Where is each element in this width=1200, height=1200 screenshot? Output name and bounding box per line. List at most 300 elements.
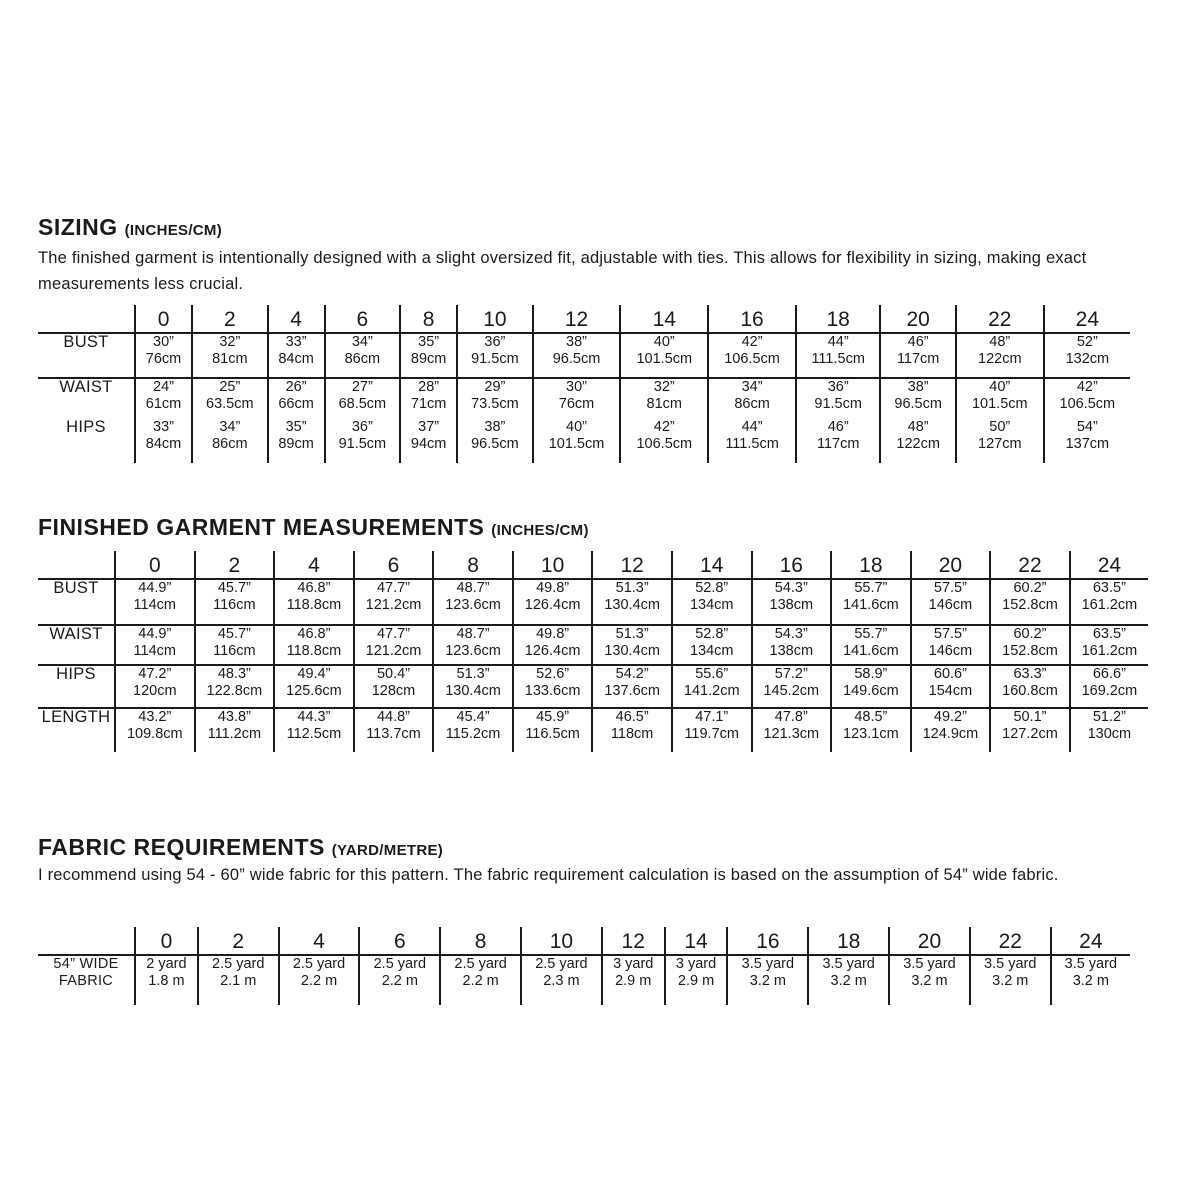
fabric-unit: (YARD/METRE) <box>331 842 444 859</box>
finished-cell-metric: 169.2cm <box>1081 683 1138 699</box>
sizing-cell-imperial: 48” <box>989 334 1011 350</box>
finished-cell-imperial: 52.8” <box>695 626 729 642</box>
finished-cell <box>672 579 752 625</box>
sizing-row-waist <box>38 378 1130 419</box>
sizing-cell <box>956 378 1044 419</box>
sizing-size-header: 10 <box>457 305 532 333</box>
finished-cell <box>592 625 672 665</box>
sizing-cell-metric: 66cm <box>278 396 314 412</box>
sizing-cell-metric: 122cm <box>978 351 1022 367</box>
finished-cell-imperial: 49.8” <box>536 580 570 596</box>
sizing-cell-metric: 117cm <box>896 351 940 367</box>
finished-cell <box>592 665 672 708</box>
sizing-size-header: 6 <box>325 305 400 333</box>
finished-cell-imperial: 49.8” <box>536 626 570 642</box>
finished-cell-imperial: 43.8” <box>217 709 251 725</box>
sizing-cell-imperial: 32” <box>653 379 675 395</box>
finished-cell <box>274 665 354 708</box>
finished-cell-metric: 125.6cm <box>286 683 342 699</box>
sizing-cell-imperial: 36” <box>351 419 373 435</box>
finished-cell-metric: 137.6cm <box>604 683 660 699</box>
finished-cell-metric: 161.2cm <box>1081 597 1138 613</box>
finished-cell-imperial: 51.3” <box>615 580 649 596</box>
finished-cell-metric: 146cm <box>928 597 973 613</box>
finished-cell <box>433 625 513 665</box>
finished-size-header: 22 <box>990 551 1070 579</box>
finished-cell-imperial: 63.3” <box>1013 666 1047 682</box>
sizing-cell <box>135 378 192 419</box>
finished-cell-imperial: 44.3” <box>297 709 331 725</box>
fabric-cell-metric: 3.2 m <box>1072 973 1109 989</box>
fabric-size-header: 20 <box>889 927 970 955</box>
sizing-header-row <box>38 305 1130 333</box>
finished-row-label: HIPS <box>38 665 115 708</box>
finished-cell-metric: 118cm <box>610 726 654 742</box>
sizing-size-header: 12 <box>533 305 621 333</box>
finished-cell <box>195 625 275 665</box>
fabric-cell <box>359 955 440 1005</box>
sizing-cell-metric: 101.5cm <box>548 436 605 452</box>
finished-cell <box>115 665 195 708</box>
finished-cell <box>354 665 434 708</box>
sizing-cell-metric: 96.5cm <box>471 436 519 452</box>
sizing-cell-imperial: 36” <box>827 379 849 395</box>
fabric-cell-metric: 3.2 m <box>911 973 948 989</box>
sizing-cell-metric: 106.5cm <box>636 436 693 452</box>
fabric-table <box>38 927 1130 1005</box>
sizing-cell-imperial: 42” <box>741 334 763 350</box>
fabric-cell <box>521 955 602 1005</box>
fabric-cell-imperial: 2.5 yard <box>454 956 507 972</box>
finished-cell-imperial: 57.5” <box>933 580 967 596</box>
finished-size-header: 12 <box>592 551 672 579</box>
sizing-cell <box>135 333 192 378</box>
sizing-cell-imperial: 32” <box>219 334 241 350</box>
finished-row-bust <box>38 579 1148 625</box>
finished-cell-metric: 121.3cm <box>763 726 820 742</box>
sizing-size-header: 4 <box>268 305 325 333</box>
sizing-cell <box>533 419 621 463</box>
finished-cell-imperial: 45.7” <box>217 580 251 596</box>
sizing-cell-imperial: 33” <box>153 419 175 435</box>
finished-cell <box>195 579 275 625</box>
finished-cell-metric: 149.6cm <box>843 683 899 699</box>
finished-cell <box>115 708 195 752</box>
sizing-cell <box>325 378 400 419</box>
finished-cell-imperial: 48.5” <box>854 709 888 725</box>
sizing-cell <box>796 333 880 378</box>
finished-row-label: BUST <box>38 579 115 625</box>
sizing-cell <box>880 333 955 378</box>
fabric-cell-imperial: 3.5 yard <box>903 956 956 972</box>
sizing-cell-metric: 94cm <box>410 436 447 452</box>
sizing-cell-imperial: 52” <box>1076 334 1098 350</box>
sizing-cell-metric: 61cm <box>145 396 182 412</box>
sizing-cell-metric: 111.5cm <box>725 436 779 452</box>
fabric-row-label-line2: FABRIC <box>58 973 114 989</box>
fabric-cell <box>135 955 198 1005</box>
finished-size-header: 0 <box>115 551 195 579</box>
sizing-cell <box>400 333 457 378</box>
finished-cell-metric: 123.1cm <box>843 726 899 742</box>
fabric-corner <box>38 927 135 955</box>
finished-cell-imperial: 55.7” <box>854 626 888 642</box>
finished-cell-imperial: 52.8” <box>695 580 729 596</box>
finished-row-label: WAIST <box>38 625 115 665</box>
finished-cell <box>354 579 434 625</box>
finished-cell <box>831 665 911 708</box>
finished-cell-imperial: 45.9” <box>536 709 570 725</box>
finished-cell-metric: 115.2cm <box>445 726 501 742</box>
fabric-cell-metric: 2.3 m <box>543 973 580 989</box>
finished-cell <box>990 625 1070 665</box>
finished-cell-imperial: 51.3” <box>456 666 490 682</box>
finished-cell-imperial: 60.2” <box>1013 580 1047 596</box>
finished-cell-imperial: 47.7” <box>376 626 410 642</box>
fabric-size-header: 14 <box>665 927 728 955</box>
finished-cell <box>195 665 275 708</box>
finished-cell-imperial: 54.2” <box>615 666 649 682</box>
finished-cell-imperial: 48.3” <box>217 666 251 682</box>
sizing-cell-metric: 127cm <box>978 436 1022 452</box>
sizing-cell-imperial: 30” <box>153 334 175 350</box>
finished-cell-metric: 122.8cm <box>206 683 263 699</box>
sizing-cell-imperial: 34” <box>219 419 241 435</box>
sizing-cell-metric: 96.5cm <box>552 351 601 367</box>
sizing-cell <box>457 378 532 419</box>
fabric-cell-metric: 1.8 m <box>148 973 185 989</box>
sizing-cell-metric: 137cm <box>1065 436 1110 452</box>
finished-section <box>38 513 1168 545</box>
sizing-cell <box>192 419 267 463</box>
finished-size-header: 2 <box>195 551 275 579</box>
finished-cell <box>990 708 1070 752</box>
finished-cell-metric: 119.7cm <box>684 726 739 742</box>
sizing-cell <box>400 378 457 419</box>
fabric-cell <box>808 955 889 1005</box>
sizing-cell <box>796 378 880 419</box>
sizing-cell-imperial: 37” <box>418 419 440 435</box>
sizing-cell-imperial: 30” <box>566 379 587 395</box>
fabric-cell-metric: 2.9 m <box>677 973 715 989</box>
finished-cell-metric: 118.8cm <box>286 597 342 613</box>
sizing-cell-imperial: 38” <box>484 419 506 435</box>
fabric-cell <box>970 955 1051 1005</box>
sizing-cell-metric: 132cm <box>1065 351 1110 367</box>
sizing-cell-metric: 111.5cm <box>811 351 865 367</box>
sizing-cell-imperial: 25” <box>219 379 241 395</box>
fabric-size-header: 4 <box>279 927 360 955</box>
finished-cell-imperial: 54.3” <box>774 626 808 642</box>
sizing-cell-metric: 76cm <box>145 351 182 367</box>
sizing-cell <box>708 333 796 378</box>
sizing-cell-imperial: 33” <box>285 334 307 350</box>
finished-cell-metric: 141.6cm <box>843 643 899 659</box>
finished-cell <box>433 665 513 708</box>
sizing-cell-imperial: 54” <box>1076 419 1098 435</box>
sizing-cell-imperial: 44” <box>827 334 849 350</box>
sizing-cell-imperial: 46” <box>827 419 849 435</box>
sizing-size-header: 2 <box>192 305 267 333</box>
finished-cell-metric: 141.2cm <box>683 683 740 699</box>
finished-cell-imperial: 44.9” <box>138 580 172 596</box>
sizing-cell <box>620 333 708 378</box>
finished-cell <box>354 625 434 665</box>
fabric-cell-metric: 3.2 m <box>992 973 1029 989</box>
finished-cell-metric: 130cm <box>1087 726 1132 742</box>
sizing-cell-metric: 86cm <box>734 396 770 412</box>
sizing-section <box>38 213 1168 297</box>
sizing-cell-imperial: 44” <box>741 419 763 435</box>
finished-cell-imperial: 50.1” <box>1013 709 1047 725</box>
sizing-cell-imperial: 35” <box>418 334 440 350</box>
finished-cell-imperial: 54.3” <box>774 580 808 596</box>
sizing-cell-metric: 91.5cm <box>338 436 387 452</box>
sizing-cell-metric: 117cm <box>816 436 860 452</box>
sizing-cell-metric: 122cm <box>896 436 940 452</box>
finished-cell <box>911 625 991 665</box>
sizing-table <box>38 305 1130 463</box>
finished-cell-imperial: 44.8” <box>376 709 410 725</box>
sizing-title: SIZING <box>38 214 118 240</box>
fabric-cell-metric: 2.9 m <box>615 973 652 989</box>
finished-size-header: 6 <box>354 551 434 579</box>
sizing-size-header: 18 <box>796 305 880 333</box>
fabric-row-label <box>38 955 135 1005</box>
finished-corner <box>38 551 115 579</box>
finished-cell <box>1070 625 1148 665</box>
finished-title: FINISHED GARMENT MEASUREMENTS <box>38 514 485 540</box>
sizing-size-header: 14 <box>620 305 708 333</box>
finished-cell-metric: 123.6cm <box>445 643 501 659</box>
finished-cell-imperial: 47.2” <box>138 666 172 682</box>
finished-cell <box>990 665 1070 708</box>
fabric-cell <box>440 955 521 1005</box>
finished-cell <box>1070 665 1148 708</box>
sizing-cell-metric: 81cm <box>646 396 683 412</box>
fabric-cell-imperial: 3.5 yard <box>1064 956 1118 972</box>
finished-size-header: 18 <box>831 551 911 579</box>
sizing-cell-metric: 106.5cm <box>724 351 780 367</box>
sizing-size-header: 20 <box>880 305 955 333</box>
fabric-size-header: 10 <box>521 927 602 955</box>
finished-table <box>38 551 1148 752</box>
finished-cell-metric: 123.6cm <box>445 597 501 613</box>
fabric-cell <box>279 955 360 1005</box>
finished-cell-imperial: 49.2” <box>933 709 967 725</box>
finished-cell <box>274 579 354 625</box>
sizing-cell-imperial: 38” <box>907 379 929 395</box>
finished-row-length <box>38 708 1148 752</box>
finished-row-label: LENGTH <box>41 708 111 726</box>
finished-cell-metric: 114cm <box>133 597 176 613</box>
sizing-cell-metric: 86cm <box>344 351 381 367</box>
finished-cell-metric: 160.8cm <box>1002 683 1058 699</box>
finished-size-header: 8 <box>433 551 513 579</box>
fabric-cell-metric: 3.2 m <box>830 973 867 989</box>
sizing-cell <box>796 419 880 463</box>
finished-cell <box>752 665 832 708</box>
finished-cell-imperial: 44.9” <box>138 626 172 642</box>
finished-header-row <box>38 551 1148 579</box>
finished-cell-imperial: 66.6” <box>1092 666 1126 682</box>
sizing-cell <box>325 333 400 378</box>
finished-cell-metric: 130.4cm <box>604 597 660 613</box>
finished-row-hips <box>38 665 1148 708</box>
sizing-cell <box>620 378 708 419</box>
sizing-cell-metric: 76cm <box>558 396 595 412</box>
finished-cell-imperial: 43.2” <box>138 709 172 725</box>
sizing-cell-imperial: 36” <box>484 334 506 350</box>
sizing-cell-imperial: 40” <box>653 334 675 350</box>
sizing-cell <box>400 419 457 463</box>
sizing-size-header: 8 <box>400 305 457 333</box>
finished-cell <box>911 579 991 625</box>
finished-cell <box>513 708 593 752</box>
sizing-cell <box>457 333 532 378</box>
sizing-cell <box>956 419 1044 463</box>
finished-cell-metric: 161.2cm <box>1081 643 1138 659</box>
sizing-cell-imperial: 40” <box>566 419 587 435</box>
finished-cell <box>433 708 513 752</box>
fabric-size-header: 12 <box>602 927 665 955</box>
fabric-cell-metric: 2.2 m <box>300 973 338 989</box>
finished-cell <box>1070 579 1148 625</box>
finished-cell <box>513 579 593 625</box>
sizing-cell-metric: 68.5cm <box>338 396 387 412</box>
sizing-cell-imperial: 34” <box>741 379 763 395</box>
sizing-cell-metric: 81cm <box>212 351 248 367</box>
sizing-cell-metric: 101.5cm <box>971 396 1028 412</box>
sizing-cell <box>268 378 325 419</box>
finished-cell-metric: 141.6cm <box>843 597 899 613</box>
finished-cell-metric: 152.8cm <box>1002 597 1058 613</box>
fabric-cell-imperial: 2 yard <box>146 956 187 972</box>
sizing-cell-metric: 89cm <box>410 351 447 367</box>
fabric-cell-metric: 2.1 m <box>220 973 257 989</box>
fabric-cell <box>889 955 970 1005</box>
fabric-size-header: 2 <box>198 927 279 955</box>
fabric-heading <box>38 833 1168 865</box>
finished-cell-metric: 134cm <box>689 597 734 613</box>
finished-cell <box>592 579 672 625</box>
finished-cell-metric: 111.2cm <box>207 726 262 742</box>
sizing-cell-metric: 91.5cm <box>814 396 862 412</box>
sizing-cell-imperial: 29” <box>484 379 506 395</box>
fabric-cell <box>665 955 728 1005</box>
sizing-cell-imperial: 28” <box>418 379 440 395</box>
finished-cell-metric: 138cm <box>769 643 814 659</box>
finished-cell <box>911 665 991 708</box>
sizing-cell-imperial: 26” <box>285 379 307 395</box>
finished-cell-imperial: 47.8” <box>774 709 808 725</box>
fabric-cell <box>727 955 808 1005</box>
finished-cell-imperial: 45.7” <box>217 626 251 642</box>
fabric-cell-imperial: 2.5 yard <box>373 956 427 972</box>
finished-cell-metric: 121.2cm <box>365 643 422 659</box>
finished-heading <box>38 513 1168 545</box>
sizing-cell-imperial: 34” <box>351 334 373 350</box>
finished-cell <box>672 665 752 708</box>
sizing-cell-metric: 106.5cm <box>1059 396 1116 412</box>
finished-cell-metric: 121.2cm <box>365 597 422 613</box>
sizing-cell <box>1044 333 1130 378</box>
fabric-size-header: 18 <box>808 927 889 955</box>
finished-cell-metric: 145.2cm <box>763 683 820 699</box>
finished-cell-metric: 152.8cm <box>1002 643 1058 659</box>
finished-cell-imperial: 51.2” <box>1092 709 1126 725</box>
sizing-cell <box>192 378 267 419</box>
fabric-cell <box>198 955 279 1005</box>
finished-cell-metric: 126.4cm <box>524 597 581 613</box>
sizing-cell <box>880 378 955 419</box>
finished-cell <box>752 579 832 625</box>
finished-row-waist <box>38 625 1148 665</box>
sizing-cell <box>457 419 532 463</box>
finished-size-header: 24 <box>1070 551 1148 579</box>
fabric-cell-imperial: 2.5 yard <box>212 956 265 972</box>
fabric-cell-imperial: 3.5 yard <box>822 956 875 972</box>
finished-cell <box>195 708 275 752</box>
finished-cell-metric: 146cm <box>928 643 973 659</box>
sizing-cell <box>708 419 796 463</box>
fabric-cell-imperial: 3.5 yard <box>984 956 1037 972</box>
sizing-cell <box>533 333 621 378</box>
fabric-section <box>38 833 1168 886</box>
sizing-cell-imperial: 40” <box>989 379 1011 395</box>
sizing-cell-metric: 71cm <box>410 396 447 412</box>
finished-cell-imperial: 49.4” <box>297 666 331 682</box>
sizing-cell-metric: 86cm <box>212 436 248 452</box>
finished-cell <box>672 625 752 665</box>
sizing-cell-imperial: 48” <box>907 419 929 435</box>
finished-cell <box>672 708 752 752</box>
sizing-cell-imperial: 38” <box>566 334 587 350</box>
finished-cell-metric: 138cm <box>769 597 814 613</box>
finished-cell-metric: 130.4cm <box>445 683 501 699</box>
sizing-corner <box>38 305 135 333</box>
finished-cell-metric: 126.4cm <box>524 643 581 659</box>
fabric-size-header: 0 <box>135 927 198 955</box>
sizing-size-header: 24 <box>1044 305 1130 333</box>
finished-cell <box>990 579 1070 625</box>
finished-size-header: 10 <box>513 551 593 579</box>
fabric-cell-imperial: 3 yard <box>675 956 717 972</box>
finished-cell-metric: 109.8cm <box>126 726 183 742</box>
finished-size-header: 20 <box>911 551 991 579</box>
finished-cell-metric: 112.5cm <box>286 726 342 742</box>
sizing-cell-metric: 101.5cm <box>636 351 693 367</box>
sizing-cell-metric: 63.5cm <box>206 396 254 412</box>
finished-size-header: 16 <box>752 551 832 579</box>
sizing-cell <box>325 419 400 463</box>
finished-cell-imperial: 50.4” <box>376 666 410 682</box>
sizing-cell <box>880 419 955 463</box>
finished-cell <box>433 579 513 625</box>
sizing-size-header: 0 <box>135 305 192 333</box>
finished-cell <box>274 708 354 752</box>
finished-cell-imperial: 46.8” <box>297 626 331 642</box>
finished-cell <box>1070 708 1148 752</box>
finished-cell-metric: 154cm <box>928 683 973 699</box>
sizing-cell-metric: 96.5cm <box>894 396 942 412</box>
sizing-cell-imperial: 27” <box>351 379 373 395</box>
finished-cell-metric: 116cm <box>213 597 256 613</box>
sizing-cell <box>620 419 708 463</box>
sizing-cell-imperial: 46” <box>907 334 929 350</box>
sizing-cell <box>1044 378 1130 419</box>
fabric-size-header: 22 <box>970 927 1051 955</box>
